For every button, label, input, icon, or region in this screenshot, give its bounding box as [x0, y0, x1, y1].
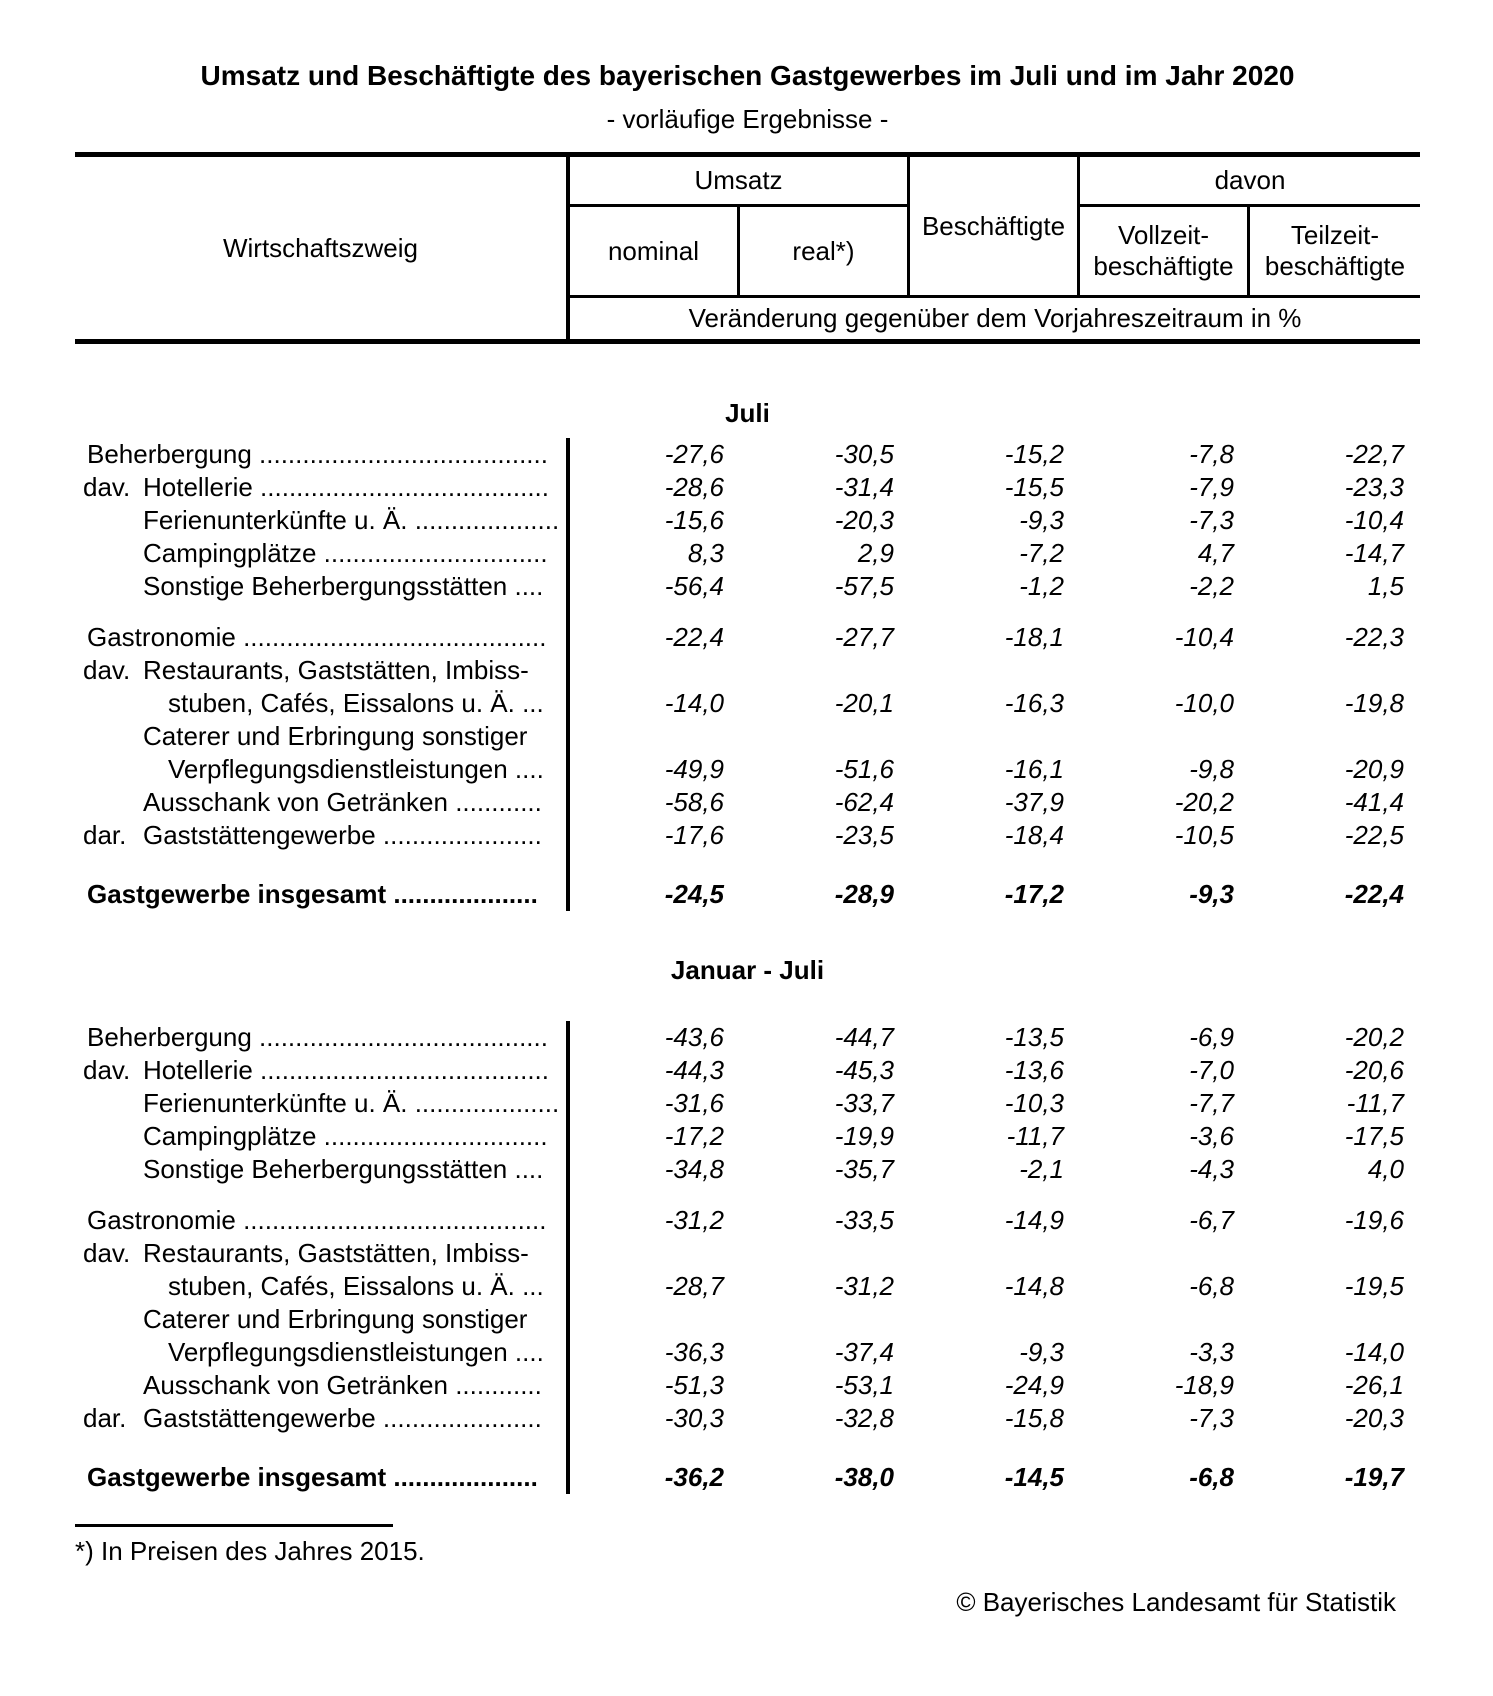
value-cell: -7,3 [1189, 1403, 1234, 1433]
table-section-juli [75, 438, 1420, 911]
row-label: Gaststättengewerbe [143, 820, 376, 850]
value-cell [570, 654, 740, 687]
value-cell: 4,0 [1367, 1154, 1404, 1184]
column-header-real: real*) [740, 207, 910, 295]
row-label-cell [75, 852, 570, 878]
value-cell: 1,5 [1367, 571, 1404, 601]
row-label-cell [75, 654, 570, 687]
section-heading-juli: Juli [725, 398, 770, 428]
value-cell: -28,7 [664, 1271, 724, 1301]
value-cell: -31,4 [834, 472, 894, 502]
table-row [75, 1153, 1420, 1186]
page-subtitle: - vorläufige Ergebnisse - [606, 104, 889, 134]
value-cell [740, 1303, 910, 1336]
value-cell [570, 603, 740, 621]
row-label: Verpflegungsdienstleistungen [168, 1337, 508, 1367]
page-title: Umsatz und Beschäftigte des bayerischen Gastgewerbes im Juli und im Jahr 2020 [200, 60, 1295, 91]
table-header [75, 152, 1420, 344]
value-cell [1250, 1237, 1420, 1270]
dot-leader: .................... [407, 505, 560, 535]
value-cell: 8,3 [687, 538, 724, 568]
value-cell: -20,3 [834, 505, 894, 535]
value-cell [570, 720, 740, 753]
value-cell: -9,3 [1019, 1337, 1064, 1367]
footnote-divider [75, 1524, 393, 1527]
table-row [75, 1402, 1420, 1435]
value-cell: -7,0 [1189, 1055, 1234, 1085]
row-label-cell [75, 570, 570, 603]
footnote: *) In Preisen des Jahres 2015. [75, 1536, 425, 1566]
value-cell: -23,3 [1344, 472, 1404, 502]
value-cell: -18,1 [1004, 622, 1064, 652]
value-cell: -15,6 [664, 505, 724, 535]
value-cell: -22,4 [1344, 879, 1404, 909]
value-cell: -28,6 [664, 472, 724, 502]
value-cell: -20,9 [1344, 754, 1404, 784]
value-cell: -33,5 [834, 1205, 894, 1235]
row-label: Hotellerie [143, 472, 253, 502]
column-header-nominal: nominal [570, 207, 740, 295]
value-cell: -19,7 [1344, 1462, 1404, 1492]
value-cell: -51,3 [664, 1370, 724, 1400]
row-label-cell [75, 1369, 570, 1402]
row-prefix: dav. [83, 472, 131, 502]
value-cell: -18,4 [1004, 820, 1064, 850]
row-label: Campingplätze [143, 538, 317, 568]
value-cell: -1,2 [1019, 571, 1064, 601]
column-header-teilzeit [1250, 207, 1420, 295]
table-row [75, 621, 1420, 654]
table-row [75, 471, 1420, 504]
value-cell: -9,3 [1019, 505, 1064, 535]
table-row [75, 1087, 1420, 1120]
table-spacer-row [75, 1186, 1420, 1204]
table-row [75, 1270, 1420, 1303]
row-label: Beherbergung [87, 1022, 252, 1052]
row-label-cell [75, 786, 570, 819]
table-section-januar-juli [75, 1021, 1420, 1494]
table-row [75, 570, 1420, 603]
row-label-cell [75, 753, 570, 786]
value-cell [1250, 1435, 1420, 1461]
row-prefix: dar. [83, 1403, 127, 1433]
document-body [75, 0, 1420, 1619]
value-cell: -30,3 [664, 1403, 724, 1433]
value-cell: -19,9 [834, 1121, 894, 1151]
value-cell: -22,7 [1344, 439, 1404, 469]
row-label-cell [75, 1402, 570, 1435]
value-cell [1250, 720, 1420, 753]
value-cell [1250, 603, 1420, 621]
row-label: Verpflegungsdienstleistungen [168, 754, 508, 784]
dot-leader: .................... [386, 879, 538, 909]
row-label: Campingplätze [143, 1121, 317, 1151]
value-cell [1080, 1435, 1250, 1461]
row-label-cell [75, 1435, 570, 1461]
row-label: Sonstige Beherbergungsstätten [143, 1154, 508, 1184]
value-cell: -10,4 [1344, 505, 1404, 535]
dot-leader: .... [507, 754, 544, 784]
table-row [75, 1237, 1420, 1270]
value-cell: -32,8 [834, 1403, 894, 1433]
table-row [75, 1054, 1420, 1087]
column-header-vollzeit [1080, 207, 1250, 295]
value-cell: -2,2 [1189, 571, 1234, 601]
column-group-davon: davon [1080, 157, 1420, 207]
dot-leader: ............ [447, 1370, 542, 1400]
value-cell [910, 603, 1080, 621]
row-label-cell [75, 438, 570, 471]
row-label: Sonstige Beherbergungsstätten [143, 571, 508, 601]
row-label: Gastronomie [87, 622, 236, 652]
value-cell [1080, 1237, 1250, 1270]
value-cell: -34,8 [664, 1154, 724, 1184]
value-cell: -36,3 [664, 1337, 724, 1367]
row-label: Gastgewerbe insgesamt [87, 879, 387, 909]
row-label-cell [75, 819, 570, 852]
value-cell: -17,6 [664, 820, 724, 850]
row-label: Gastgewerbe insgesamt [87, 1462, 387, 1492]
value-cell: -10,5 [1174, 820, 1234, 850]
value-cell [570, 1303, 740, 1336]
table-row [75, 1303, 1420, 1336]
row-label-cell [75, 1120, 570, 1153]
row-prefix: dar. [83, 820, 127, 850]
row-label: Beherbergung [87, 439, 252, 469]
value-cell: -6,7 [1189, 1205, 1234, 1235]
value-cell: -33,7 [834, 1088, 894, 1118]
value-cell [1250, 1303, 1420, 1336]
value-cell: -14,0 [664, 688, 724, 718]
row-label-cell [75, 878, 570, 911]
table-row [75, 504, 1420, 537]
row-label-cell [75, 1087, 570, 1120]
dot-leader: .......................................... [235, 622, 547, 652]
table-row [75, 1120, 1420, 1153]
table-spacer-row [75, 603, 1420, 621]
value-cell: -2,1 [1019, 1154, 1064, 1184]
teilzeit-line2: beschäftigte [1264, 251, 1406, 281]
value-cell: -31,2 [664, 1205, 724, 1235]
value-cell: -44,7 [834, 1022, 894, 1052]
table-row [75, 1021, 1420, 1054]
value-cell: -31,6 [664, 1088, 724, 1118]
value-cell: -14,8 [1004, 1271, 1064, 1301]
row-prefix: dav. [83, 1238, 131, 1268]
value-cell: -24,5 [664, 879, 724, 909]
value-cell: -15,2 [1004, 439, 1064, 469]
row-label: Caterer und Erbringung sonstiger [143, 721, 528, 751]
column-header-beschaeftigte: Beschäftigte [910, 157, 1080, 295]
value-cell: -13,5 [1004, 1022, 1064, 1052]
value-cell [910, 1186, 1080, 1204]
value-cell: -14,7 [1344, 538, 1404, 568]
value-cell [740, 1186, 910, 1204]
value-cell: -20,3 [1344, 1403, 1404, 1433]
value-cell: 2,9 [857, 538, 894, 568]
value-cell [910, 1237, 1080, 1270]
table-row [75, 438, 1420, 471]
row-prefix: dav. [83, 1055, 131, 1085]
value-cell: -9,3 [1189, 879, 1234, 909]
dot-leader: ........................................ [252, 1055, 549, 1085]
row-label-cell [75, 1303, 570, 1336]
row-prefix: dav. [83, 655, 131, 685]
value-cell: -3,3 [1189, 1337, 1234, 1367]
unit-row: Veränderung gegenüber dem Vorjahreszeitraum in % [570, 295, 1420, 339]
value-cell: -57,5 [834, 571, 894, 601]
value-cell [740, 603, 910, 621]
dot-leader: ...................... [375, 1403, 542, 1433]
value-cell [570, 852, 740, 878]
row-label: Ferienunterkünfte u. Ä. [143, 505, 408, 535]
value-cell: -6,8 [1189, 1462, 1234, 1492]
value-cell: -17,2 [664, 1121, 724, 1151]
table-row [75, 786, 1420, 819]
value-cell [910, 852, 1080, 878]
value-cell: -30,5 [834, 439, 894, 469]
value-cell [1250, 852, 1420, 878]
value-cell: -15,5 [1004, 472, 1064, 502]
value-cell: -38,0 [834, 1462, 894, 1492]
value-cell: -10,4 [1174, 622, 1234, 652]
dot-leader: ........................................ [252, 472, 549, 502]
value-cell: -27,6 [664, 439, 724, 469]
table-spacer-row [75, 852, 1420, 878]
value-cell: -10,3 [1004, 1088, 1064, 1118]
dot-leader: ............ [447, 787, 542, 817]
value-cell: -43,6 [664, 1022, 724, 1052]
row-label-cell [75, 687, 570, 720]
value-cell [1080, 1303, 1250, 1336]
table-row [75, 687, 1420, 720]
value-cell: -14,0 [1344, 1337, 1404, 1367]
value-cell [570, 1186, 740, 1204]
value-cell: 4,7 [1197, 538, 1234, 568]
table-row [75, 537, 1420, 570]
row-label-cell [75, 621, 570, 654]
table-row [75, 1461, 1420, 1494]
value-cell: -11,7 [1006, 1121, 1064, 1151]
dot-leader: ............................... [316, 1121, 548, 1151]
value-cell: -11,7 [1346, 1088, 1404, 1118]
row-label-cell [75, 603, 570, 621]
row-label-cell [75, 1153, 570, 1186]
row-label: stuben, Cafés, Eissalons u. Ä. [168, 1271, 515, 1301]
table-row [75, 1369, 1420, 1402]
table-spacer-row [75, 1435, 1420, 1461]
value-cell: -58,6 [664, 787, 724, 817]
value-cell: -36,2 [664, 1462, 724, 1492]
value-cell: -56,4 [664, 571, 724, 601]
value-cell [1250, 654, 1420, 687]
value-cell [910, 720, 1080, 753]
value-cell [1250, 1186, 1420, 1204]
row-label-cell [75, 1204, 570, 1237]
value-cell: -9,8 [1189, 754, 1234, 784]
row-label: Caterer und Erbringung sonstiger [143, 1304, 528, 1334]
value-cell [1080, 720, 1250, 753]
value-cell: -28,9 [834, 879, 894, 909]
table-row [75, 654, 1420, 687]
dot-leader: .... [507, 571, 544, 601]
value-cell: -19,8 [1344, 688, 1404, 718]
value-cell [740, 720, 910, 753]
row-label-cell [75, 1237, 570, 1270]
dot-leader: .................... [407, 1088, 560, 1118]
copyright-notice: © Bayerisches Landesamt für Statistik [956, 1587, 1396, 1617]
dot-leader: ...................... [375, 820, 542, 850]
value-cell: -16,3 [1004, 688, 1064, 718]
value-cell: -7,7 [1189, 1088, 1234, 1118]
value-cell: -24,9 [1004, 1370, 1064, 1400]
value-cell: -7,3 [1189, 505, 1234, 535]
value-cell: -14,9 [1004, 1205, 1064, 1235]
value-cell: -6,8 [1189, 1271, 1234, 1301]
table-row [75, 753, 1420, 786]
value-cell: -23,5 [834, 820, 894, 850]
dot-leader: ........................................ [251, 1022, 548, 1052]
value-cell: -19,6 [1344, 1205, 1404, 1235]
value-cell: -22,4 [664, 622, 724, 652]
value-cell: -22,3 [1344, 622, 1404, 652]
value-cell: -53,1 [834, 1370, 894, 1400]
row-label: Restaurants, Gaststätten, Imbiss- [143, 655, 529, 685]
value-cell: -37,9 [1004, 787, 1064, 817]
row-label: Gaststättengewerbe [143, 1403, 376, 1433]
value-cell [740, 1435, 910, 1461]
value-cell: -16,1 [1004, 754, 1064, 784]
value-cell: -18,9 [1174, 1370, 1234, 1400]
value-cell [1080, 1186, 1250, 1204]
value-cell: -20,2 [1344, 1022, 1404, 1052]
value-cell: -15,8 [1004, 1403, 1064, 1433]
value-cell [1080, 654, 1250, 687]
table-row [75, 720, 1420, 753]
section-heading-januar-juli: Januar - Juli [670, 955, 825, 985]
dot-leader: ............................... [316, 538, 548, 568]
value-cell [570, 1435, 740, 1461]
row-label: Hotellerie [143, 1055, 253, 1085]
row-label: Gastronomie [87, 1205, 236, 1235]
value-cell: -62,4 [834, 787, 894, 817]
value-cell: -7,8 [1189, 439, 1234, 469]
value-cell: -45,3 [834, 1055, 894, 1085]
value-cell: -20,6 [1344, 1055, 1404, 1085]
value-cell: -7,9 [1189, 472, 1234, 502]
dot-leader: ........................................ [251, 439, 548, 469]
value-cell: -51,6 [834, 754, 894, 784]
value-cell [740, 1237, 910, 1270]
dot-leader: ... [514, 1271, 544, 1301]
value-cell [1080, 603, 1250, 621]
value-cell: -22,5 [1344, 820, 1404, 850]
value-cell: -49,9 [664, 754, 724, 784]
value-cell: -27,7 [834, 622, 894, 652]
value-cell [910, 654, 1080, 687]
value-cell [740, 654, 910, 687]
value-cell: -10,0 [1174, 688, 1234, 718]
row-label-cell [75, 1186, 570, 1204]
table-row [75, 1204, 1420, 1237]
row-label-cell [75, 537, 570, 570]
value-cell: -17,5 [1344, 1121, 1404, 1151]
row-label: Ausschank von Getränken [143, 787, 448, 817]
value-cell [910, 1303, 1080, 1336]
value-cell [1080, 852, 1250, 878]
value-cell: -37,4 [834, 1337, 894, 1367]
value-cell: -26,1 [1344, 1370, 1404, 1400]
row-label: stuben, Cafés, Eissalons u. Ä. [168, 688, 515, 718]
teilzeit-line1: Teilzeit- [1290, 220, 1380, 250]
value-cell: -41,4 [1344, 787, 1404, 817]
row-label-cell [75, 720, 570, 753]
value-cell: -20,1 [834, 688, 894, 718]
table-row [75, 819, 1420, 852]
dot-leader: .................... [386, 1462, 538, 1492]
value-cell: -4,3 [1189, 1154, 1234, 1184]
row-label: Ausschank von Getränken [143, 1370, 448, 1400]
value-cell: -6,9 [1189, 1022, 1234, 1052]
value-cell: -19,5 [1344, 1271, 1404, 1301]
value-cell [740, 852, 910, 878]
row-label-cell [75, 471, 570, 504]
row-label-cell [75, 1021, 570, 1054]
table-row [75, 878, 1420, 911]
dot-leader: .... [507, 1337, 544, 1367]
value-cell [910, 1435, 1080, 1461]
row-label-cell [75, 504, 570, 537]
dot-leader: .......................................... [235, 1205, 547, 1235]
value-cell: -7,2 [1019, 538, 1064, 568]
value-cell: -17,2 [1004, 879, 1064, 909]
row-label-cell [75, 1270, 570, 1303]
row-label-cell [75, 1054, 570, 1087]
value-cell: -14,5 [1004, 1462, 1064, 1492]
row-label: Ferienunterkünfte u. Ä. [143, 1088, 408, 1118]
value-cell [570, 1237, 740, 1270]
column-group-umsatz: Umsatz [570, 157, 910, 207]
row-label-cell [75, 1461, 570, 1494]
column-header-wirtschaftszweig: Wirtschaftszweig [75, 157, 570, 339]
dot-leader: .... [507, 1154, 544, 1184]
value-cell: -3,6 [1189, 1121, 1234, 1151]
value-cell: -44,3 [664, 1055, 724, 1085]
vollzeit-line1: Vollzeit- [1117, 220, 1210, 250]
table-row [75, 1336, 1420, 1369]
value-cell: -35,7 [834, 1154, 894, 1184]
value-cell: -20,2 [1174, 787, 1234, 817]
row-label: Restaurants, Gaststätten, Imbiss- [143, 1238, 529, 1268]
dot-leader: ... [514, 688, 544, 718]
row-label-cell [75, 1336, 570, 1369]
value-cell: -13,6 [1004, 1055, 1064, 1085]
vollzeit-line2: beschäftigte [1093, 251, 1234, 281]
value-cell: -31,2 [834, 1271, 894, 1301]
